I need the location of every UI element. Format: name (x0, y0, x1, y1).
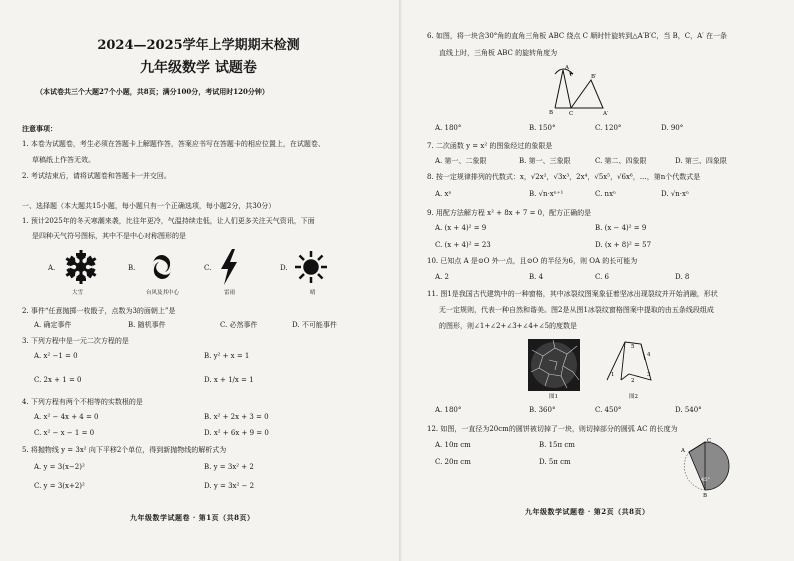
q1-option-d[interactable]: D. (280, 264, 288, 272)
q1-caption-b: 台风及其中心 (146, 290, 180, 296)
question-1-line1: 1. 预计2025年的冬天寒潮来袭，比往年更冷，气温持续走低，让人们更多关注天气资讯，下面 (22, 217, 315, 225)
q4-option-b[interactable]: B. x² + 2x + 3 = 0 (204, 413, 269, 421)
q6-option-d[interactable]: D. 90° (661, 124, 684, 132)
q11-option-a[interactable]: A. 180° (435, 406, 462, 414)
page-fold (399, 0, 402, 561)
exam-subtitle: 九年级数学 试题卷 (140, 60, 257, 76)
q11-option-d[interactable]: D. 540° (675, 406, 702, 414)
q7-option-c[interactable]: C. 第二、四象限 (595, 157, 647, 165)
fig6-label-c: C (569, 111, 574, 116)
notice-1b: 草稿纸上作答无效。 (32, 156, 95, 164)
q5-option-c[interactable]: C. y = 3(x+2)² (34, 482, 85, 490)
q2-option-a[interactable]: A. 确定事件 (34, 321, 72, 329)
q3-option-d[interactable]: D. x + 1/x = 1 (204, 376, 254, 384)
q11-option-c[interactable]: C. 450° (595, 406, 622, 414)
q2-option-c[interactable]: C. 必然事件 (220, 321, 258, 329)
q8-option-b[interactable]: B. √n·xⁿ⁺¹ (529, 190, 564, 198)
rotation-triangle-figure (543, 60, 633, 116)
q8-option-d[interactable]: D. √n·xⁿ (661, 190, 689, 198)
q6-option-c[interactable]: C. 120° (595, 124, 622, 132)
fig12-label-b: B (703, 493, 708, 498)
q3-option-a[interactable]: A. x² −1 = 0 (34, 352, 78, 360)
section-1-heading: 一、选择题（本大题共15小题，每小题只有一个正确选项，每小题2分，共30分） (22, 202, 276, 210)
fig6-label-a: A (565, 65, 569, 71)
q1-caption-c: 雷雨 (224, 290, 236, 296)
question-4: 4. 下列方程有两个不相等的实数根的是 (22, 398, 143, 406)
fig1-caption: 图1 (549, 394, 558, 400)
typhoon-icon (148, 252, 176, 282)
q5-option-b[interactable]: B. y = 3x² + 2 (204, 463, 254, 471)
q9-option-b[interactable]: B. (x − 4)² = 9 (595, 224, 647, 232)
q4-option-d[interactable]: D. x² + 6x + 9 = 0 (204, 429, 269, 437)
q1-caption-d: 晴 (310, 290, 316, 296)
question-2: 2. 事件“任意抛掷一枚骰子，点数为3的面朝上”是 (22, 307, 176, 315)
notice-2: 2. 考试结束后，请将试题卷和答题卡一并交回。 (22, 172, 171, 180)
q6-option-a[interactable]: A. 180° (435, 124, 462, 132)
cut-disk-figure (675, 436, 735, 498)
question-1-line2: 是四种天气符号图标，其中不是中心对称图形的是 (32, 232, 186, 240)
q12-option-b[interactable]: B. 15π cm (539, 441, 575, 449)
question-11-line2: 无一定规则，代表一种自然和谐美。图2是从图1冰裂纹窗格图案中提取的由五条线段组成 (439, 306, 714, 314)
question-10: 10. 已知点 A 是⊙O 外一点，且⊙O 的半径为6，则 OA 的长可能为 (427, 257, 638, 265)
fig6-label-b: B (549, 110, 554, 116)
question-12: 12. 如图，一直径为20cm的圆饼被切掉了一块，则切掉部分的圆弧 AC 的长度为 (427, 425, 678, 433)
q8-option-a[interactable]: A. xⁿ (435, 190, 452, 198)
q9-option-d[interactable]: D. (x + 8)² = 57 (595, 241, 652, 249)
fig2-num-4: 4 (647, 352, 651, 358)
five-segment-figure (601, 336, 671, 394)
q7-option-b[interactable]: B. 第一、三象限 (519, 157, 571, 165)
q7-option-d[interactable]: D. 第三、四象限 (675, 157, 727, 165)
question-7: 7. 二次函数 y = x² 的图象经过的象限是 (427, 142, 553, 150)
page-1-footer: 九年级数学试题卷 · 第1页（共8页） (130, 513, 255, 522)
q12-option-c[interactable]: C. 20π cm (435, 458, 471, 466)
fig2-caption: 图2 (629, 394, 638, 400)
q1-option-a[interactable]: A. (48, 264, 56, 272)
q2-option-d[interactable]: D. 不可能事件 (292, 321, 337, 329)
q10-option-b[interactable]: B. 4 (529, 273, 544, 281)
q5-option-d[interactable]: D. y = 3x² − 2 (204, 482, 255, 490)
fig12-label-a: A (681, 448, 685, 454)
sun-icon (294, 250, 328, 284)
question-8: 8. 按一定规律排列的代数式：x，√2x²，√3x³，2x⁴，√5x⁵，√6x⁶，…，第n个代数式是 (427, 173, 701, 181)
q10-option-c[interactable]: C. 6 (595, 273, 610, 281)
question-11-line3: 的图形，则∠1+∠2+∠3+∠4+∠5的度数是 (439, 322, 578, 330)
snowflake-icon (62, 248, 100, 286)
fig2-num-2: 2 (631, 378, 635, 384)
notice-heading: 注意事项： (22, 124, 57, 133)
question-6-line1: 6. 如图，将一块含30°角的直角三角板 ABC 绕点 C 顺时针旋转到△A′B′C，当 B，C，A′ 在一条 (427, 32, 727, 40)
q1-option-b[interactable]: B. (128, 264, 136, 272)
q4-option-a[interactable]: A. x² − 4x + 4 = 0 (34, 413, 99, 421)
q3-option-c[interactable]: C. 2x + 1 = 0 (34, 376, 82, 384)
question-6-line2: 直线上时，三角板 ABC 的旋转角度为 (439, 49, 558, 57)
exam-title: 2024—2025学年上学期期末检测 (97, 38, 300, 53)
q12-option-d[interactable]: D. 5π cm (539, 458, 571, 466)
q3-option-b[interactable]: B. y² + x = 1 (204, 352, 250, 360)
q6-option-b[interactable]: B. 150° (529, 124, 556, 132)
q1-option-c[interactable]: C. (204, 264, 212, 272)
page-2-footer: 九年级数学试题卷 · 第2页（共8页） (525, 507, 650, 516)
fig2-num-5: 5 (631, 344, 635, 350)
q10-option-a[interactable]: A. 2 (435, 273, 449, 281)
q2-option-b[interactable]: B. 随机事件 (128, 321, 166, 329)
q9-option-a[interactable]: A. (x + 4)² = 9 (435, 224, 487, 232)
exam-note: （本试卷共三个大题27个小题，共8页；满分100分，考试用时120分钟） (36, 87, 269, 96)
ice-crack-window-figure (527, 338, 581, 392)
notice-1a: 1. 本卷为试题卷，考生必须在答题卡上解题作答，答案应书写在答题卡的相应位置上，在试题卷、 (22, 140, 325, 148)
fig2-num-1: 1 (611, 372, 615, 378)
q8-option-c[interactable]: C. nxⁿ (595, 190, 617, 198)
q10-option-d[interactable]: D. 8 (675, 273, 690, 281)
question-5: 5. 将抛物线 y = 3x² 向下平移2个单位，得到新抛物线的解析式为 (22, 446, 227, 454)
q9-option-c[interactable]: C. (x + 4)² = 23 (435, 241, 491, 249)
q5-option-a[interactable]: A. y = 3(x−2)² (34, 463, 85, 471)
question-3: 3. 下列方程中是一元二次方程的是 (22, 337, 129, 345)
page-2 (405, 0, 794, 561)
q4-option-c[interactable]: C. x² − x − 1 = 0 (34, 429, 95, 437)
question-9: 9. 用配方法解方程 x² + 8x + 7 = 0，配方正确的是 (427, 209, 592, 217)
fig6-label-ap: A′ (603, 111, 609, 116)
fig2-num-3: 3 (647, 372, 651, 378)
q1-caption-a: 大雪 (72, 290, 84, 296)
fig6-label-bp: B′ (591, 74, 597, 80)
q7-option-a[interactable]: A. 第一、二象限 (435, 157, 487, 165)
thunderstorm-icon (218, 248, 240, 286)
q11-option-b[interactable]: B. 360° (529, 406, 556, 414)
q12-option-a[interactable]: A. 10π cm (435, 441, 471, 449)
question-11-line1: 11. 图1是我国古代建筑中的一种窗格，其中冰裂纹图案象征着坚冰出现裂纹并开始消融，形状 (427, 290, 718, 298)
fig12-angle: 45° (701, 477, 710, 483)
fig12-label-c: C (707, 438, 712, 444)
